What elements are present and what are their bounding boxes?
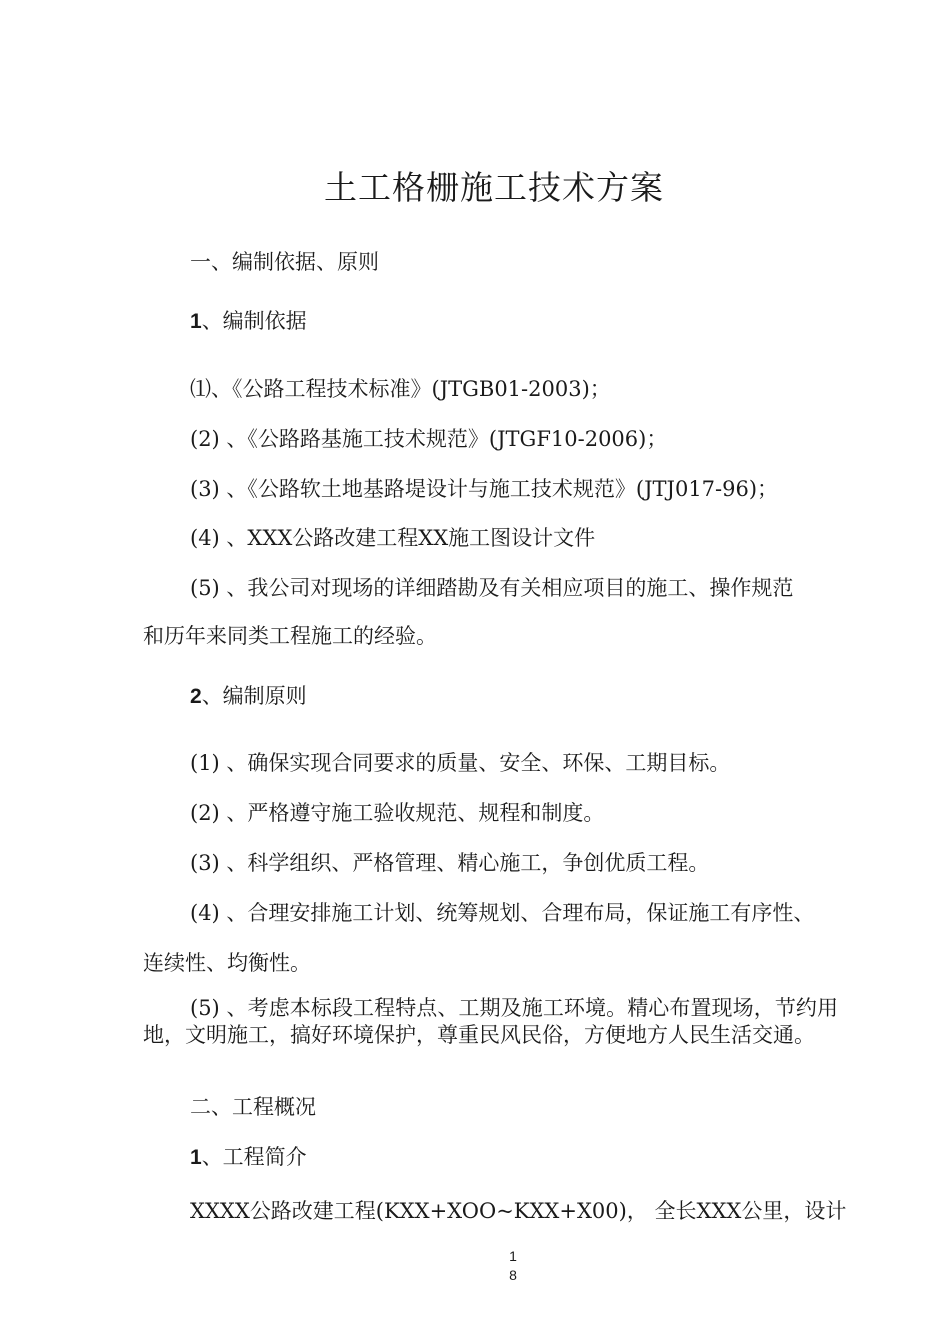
principle-item-4-continued: 连续性、均衡性。 (143, 951, 311, 975)
subsection-text: 、编制原则 (201, 684, 307, 708)
principle-item-5: (5) 、考虑本标段工程特点、工期及施工环境。精心布置现场，节约用地，文明施工，搞好环境保护，尊重民风民俗，方便地方人民生活交通。 (143, 996, 838, 1047)
subsection-number: 1 (190, 310, 202, 333)
subsection-text: 、编制依据 (201, 309, 307, 333)
subsection-text: 、工程简介 (201, 1145, 307, 1169)
subsection-heading-basis (190, 308, 307, 335)
page-number-total: 8 (509, 1267, 517, 1283)
subsection-heading-principles (190, 683, 307, 710)
basis-item-3: (3) 、《公路软土地基路堤设计与施工技术规范》(JTJ017-96)； (190, 477, 779, 501)
principle-item-2: (2) 、严格遵守施工验收规范、规程和制度。 (190, 801, 605, 825)
principle-item-4: (4) 、合理安排施工计划、统筹规划、合理布局，保证施工有序性、 (190, 901, 815, 925)
basis-item-5-continued: 和历年来同类工程施工的经验。 (143, 624, 437, 648)
basis-item-5: (5) 、我公司对现场的详细踏勘及有关相应项目的施工、操作规范 (190, 576, 794, 600)
basis-item-2: (2) 、《公路路基施工技术规范》(JTGF10-2006)； (190, 427, 668, 451)
subsection-number: 1 (190, 1146, 202, 1169)
principle-item-1: (1) 、确保实现合同要求的质量、安全、环保、工期目标。 (190, 751, 731, 775)
subsection-heading-intro (190, 1144, 307, 1171)
page-number-current: 1 (509, 1248, 517, 1264)
section-heading-2: 二、工程概况 (190, 1095, 316, 1119)
document-title: 土工格栅施工技术方案 (324, 168, 664, 207)
basis-item-4: (4) 、XXX公路改建工程XX施工图设计文件 (190, 526, 596, 550)
intro-paragraph-line: XXXX公路改建工程(KXX+XOO~KXX+X00)， 全长XXX公里，设计 (190, 1199, 847, 1223)
basis-item-1: ⑴、《公路工程技术标准》(JTGB01-2003)； (190, 377, 611, 401)
subsection-number: 2 (190, 685, 202, 708)
principle-item-3: (3) 、科学组织、严格管理、精心施工，争创优质工程。 (190, 851, 710, 875)
section-heading-1: 一、编制依据、原则 (190, 250, 379, 274)
